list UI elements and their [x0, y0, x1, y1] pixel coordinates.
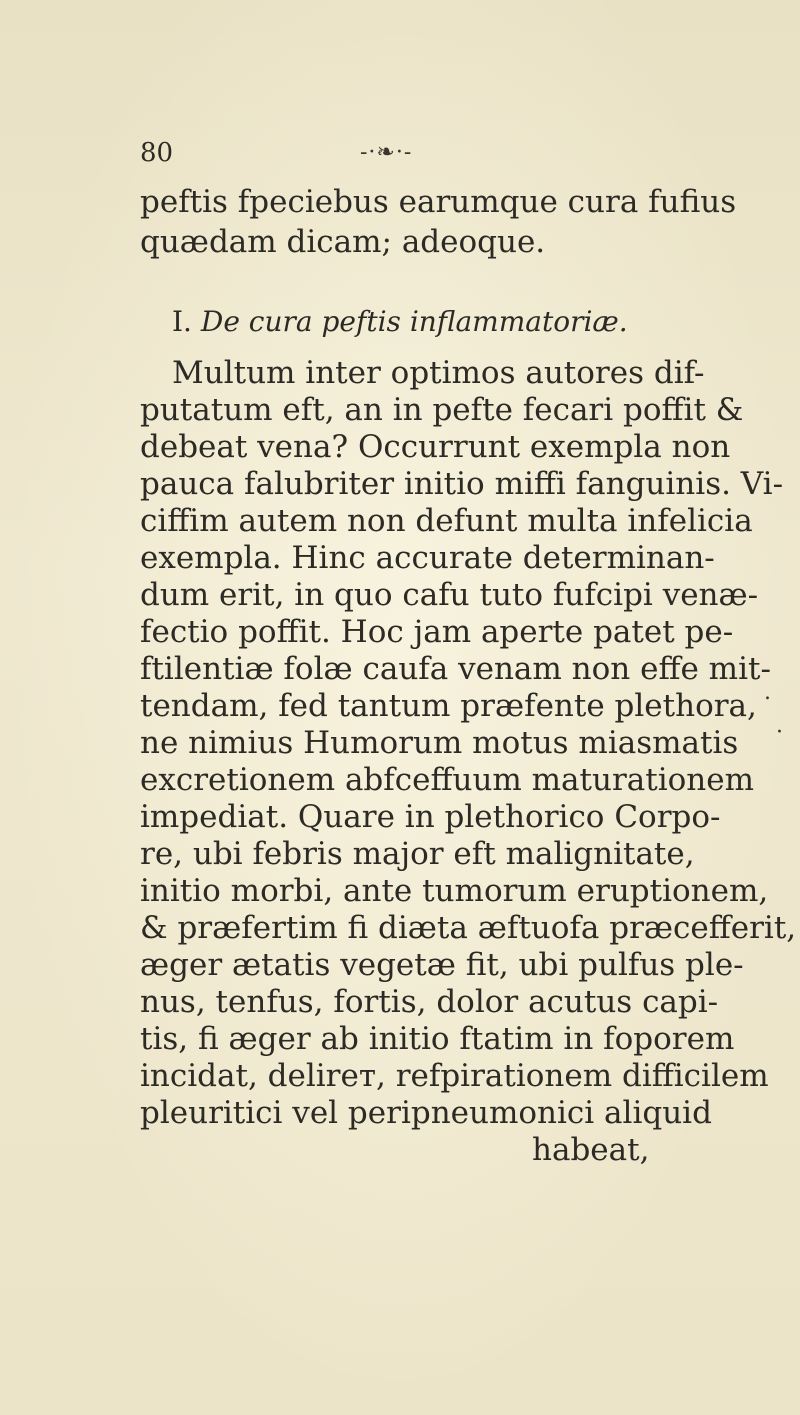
text-line: tis, fi æger ab initio ftatim in foporem: [140, 1021, 735, 1057]
text-line: ciffim autem non defunt multa infelicia: [140, 503, 753, 539]
header-ornament: -·❧·-: [360, 140, 413, 165]
text-line: pauca falubriter initio miffi fanguinis. Vi-: [140, 466, 784, 502]
text-line: putatum eft, an in pefte fecari poffit &: [140, 392, 744, 428]
catchword: habeat,: [532, 1132, 650, 1168]
text-line: initio morbi, ante tumorum eruptionem,: [140, 873, 769, 909]
text-line: æger ætatis vegetæ fit, ubi pulfus ple-: [140, 947, 744, 983]
margin-dot-mark: ·: [776, 720, 783, 745]
section-number: I.: [172, 305, 192, 338]
page-header: [140, 138, 660, 178]
section-title: De cura peftis inflammatoriæ.: [200, 305, 628, 338]
text-line: & præfertim fi diæta æftuofa præcefferit,: [140, 910, 797, 946]
text-line: ftilentiæ folæ caufa venam non effe mit-: [140, 651, 771, 687]
page-number: 80: [140, 138, 174, 168]
margin-dot-mark: .: [764, 680, 771, 705]
text-line: pleuritici vel peripneumonici aliquid: [140, 1095, 712, 1131]
text-line: tendam, fed tantum præfente plethora,: [140, 688, 757, 724]
text-line: exempla. Hinc accurate determinan-: [140, 540, 715, 576]
text-line: excretionem abfceffuum maturationem: [140, 762, 755, 798]
text-line: incidat, delirет, refpirationem difficilem: [140, 1058, 769, 1094]
section-heading: [172, 305, 628, 338]
text-line: ne nimius Humorum motus miasmatis: [140, 725, 739, 761]
text-line: dum erit, in quo cafu tuto fufcipi venæ-: [140, 577, 759, 613]
text-line: quædam dicam; adeoque.: [140, 224, 546, 260]
text-line: peftis fpeciebus earumque cura fufius: [140, 184, 737, 220]
text-line: fectio poffit. Hoc jam aperte patet pe-: [140, 614, 734, 650]
text-line: impediat. Quare in plethorico Corpo-: [140, 799, 721, 835]
text-line: debeat vena? Occurrunt exempla non: [140, 429, 731, 465]
text-line: Multum inter optimos autores dif-: [172, 355, 705, 391]
text-line: re, ubi febris major eft malignitate,: [140, 836, 695, 872]
text-line: nus, tenfus, fortis, dolor acutus capi-: [140, 984, 719, 1020]
